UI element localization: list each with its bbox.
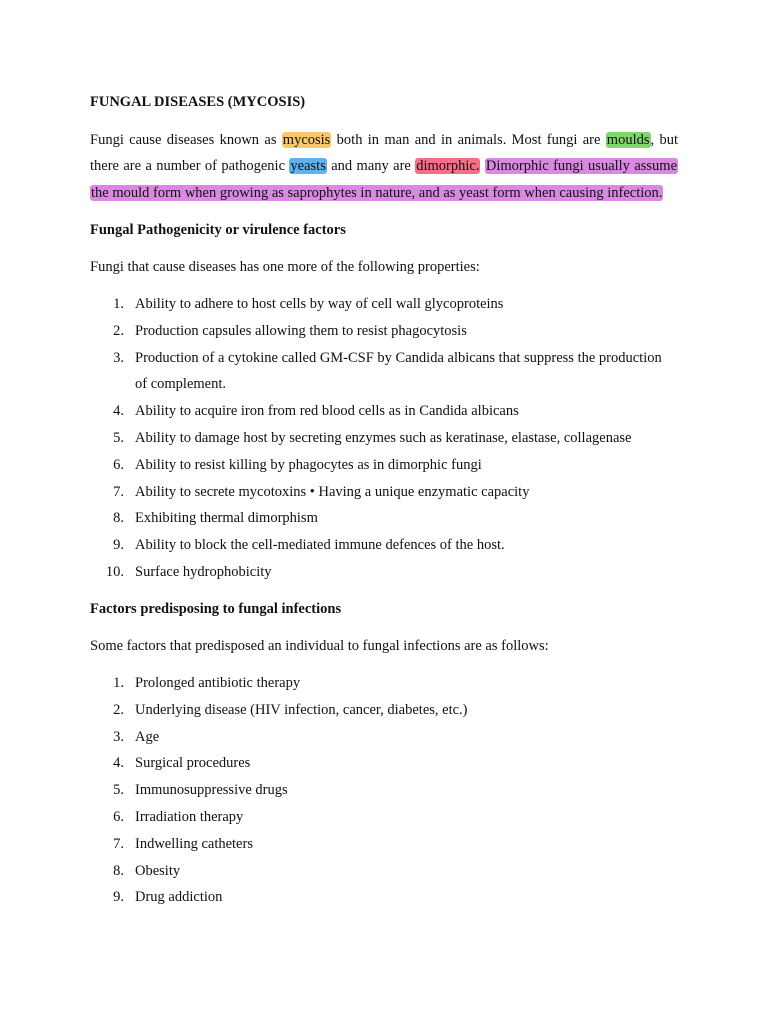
list-number: 8. xyxy=(113,510,124,527)
highlight-dimorphic: dimorphic. xyxy=(416,158,480,174)
list-number: 7. xyxy=(113,835,124,852)
list-text: Surgical procedures xyxy=(135,755,251,772)
list-number: 1. xyxy=(113,296,124,312)
list-number: 9. xyxy=(113,889,124,906)
section1-heading: Fungal Pathogenicity or virulence factors xyxy=(90,222,346,238)
list-number: 10. xyxy=(105,564,124,580)
list-text: Production capsules allowing them to resist phagocytosis xyxy=(135,322,467,339)
list-text: Immunosuppressive drugs xyxy=(135,782,288,799)
list-number: 3. xyxy=(113,349,124,366)
list-text: of complement. xyxy=(135,376,227,393)
intro-line-1 xyxy=(90,131,678,149)
list-text: Ability to damage host by secreting enzymes such as keratinase, elastase, collagenase xyxy=(135,430,632,446)
list-text: Prolonged antibiotic therapy xyxy=(135,675,301,691)
section1-lead: Fungi that cause diseases has one more of the following properties: xyxy=(90,259,480,275)
section2-lead: Some factors that predisposed an individual to fungal infections are as follows: xyxy=(90,638,549,654)
list-number: 6. xyxy=(113,809,124,825)
list-text: Irradiation therapy xyxy=(135,809,244,825)
list-text: Surface hydrophobicity xyxy=(135,564,272,580)
section2-heading: Factors predisposing to fungal infections xyxy=(90,601,342,617)
highlight-mycosis: mycosis xyxy=(282,132,331,148)
list-text: Production of a cytokine called GM-CSF by Candida albicans that suppress the production xyxy=(135,349,662,366)
list-text: Ability to adhere to host cells by way of cell wall glycoproteins xyxy=(135,296,504,312)
list-text: Obesity xyxy=(135,862,181,879)
list-text: Exhibiting thermal dimorphism xyxy=(135,510,318,527)
intro-text: both in man and in animals. Most fungi are xyxy=(331,132,606,148)
highlight-sentence: the mould form when growing as saprophytes in nature, and as yeast form when causing infection. xyxy=(91,185,663,201)
list-number: 5. xyxy=(113,430,124,446)
list-number: 5. xyxy=(113,782,124,799)
list-number: 1. xyxy=(113,675,124,691)
list-text: Ability to secrete mycotoxins • Having a unique enzymatic capacity xyxy=(135,483,530,500)
list-number: 4. xyxy=(113,755,124,772)
list-text: Underlying disease (HIV infection, cancer, diabetes, etc.) xyxy=(135,701,468,718)
intro-text: Fungi cause diseases known as xyxy=(90,132,282,148)
highlight-yeasts: yeasts xyxy=(290,158,326,174)
list-text: Indwelling catheters xyxy=(135,835,253,852)
list-number: 8. xyxy=(113,862,124,879)
list-text: Age xyxy=(135,728,160,745)
list-number: 7. xyxy=(113,483,124,500)
intro-line-2 xyxy=(90,157,678,175)
list-number: 4. xyxy=(113,403,124,420)
intro-text: , but xyxy=(650,132,678,148)
list-number: 2. xyxy=(113,322,124,339)
list-number: 9. xyxy=(113,537,124,554)
list-number: 2. xyxy=(113,701,124,718)
intro-line-3 xyxy=(90,184,663,202)
list-number: 3. xyxy=(113,728,124,745)
list-text: Drug addiction xyxy=(135,889,223,906)
highlight-moulds: moulds xyxy=(606,132,650,148)
list-text: Ability to acquire iron from red blood cells as in Candida albicans xyxy=(135,403,519,420)
highlight-sentence: Dimorphic fungi usually assume xyxy=(485,158,678,174)
list-text: Ability to block the cell-mediated immune defences of the host. xyxy=(135,537,505,554)
intro-text: and many are xyxy=(326,158,416,174)
document-title: FUNGAL DISEASES (MYCOSIS) xyxy=(90,94,306,110)
list-text: Ability to resist killing by phagocytes as in dimorphic fungi xyxy=(135,456,482,473)
list-number: 6. xyxy=(113,456,124,473)
intro-text: there are a number of pathogenic xyxy=(90,158,290,174)
